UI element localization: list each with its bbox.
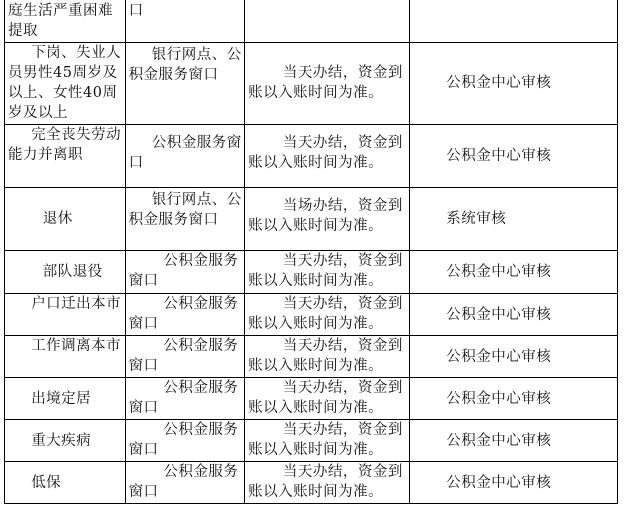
condition-cell xyxy=(5,125,126,188)
table-row xyxy=(5,125,618,188)
condition-text: 户口迁出本市 xyxy=(31,296,122,312)
review-text: 公积金中心审核 xyxy=(446,348,552,365)
condition-cell xyxy=(5,462,126,504)
time-text: 当场办结，资金到账以入账时间为准。 xyxy=(248,198,403,234)
channel-text: 公积金服务窗口 xyxy=(128,296,239,332)
time-cell xyxy=(245,378,410,420)
time-cell xyxy=(245,420,410,462)
condition-text: 重大疾病 xyxy=(31,432,92,449)
channel-text: 公积金服务窗口 xyxy=(128,422,239,458)
review-cell xyxy=(410,462,618,504)
channel-cell xyxy=(125,188,245,251)
table-row xyxy=(5,336,618,378)
review-text: 公积金中心审核 xyxy=(446,306,552,323)
condition-cell xyxy=(5,378,126,420)
withdrawal-table xyxy=(4,0,618,504)
condition-text: 出境定居 xyxy=(31,390,92,407)
time-text: 当天办结，资金到账以入账时间为准。 xyxy=(248,135,403,171)
review-cell xyxy=(410,336,618,378)
review-text: 公积金中心审核 xyxy=(446,148,552,164)
channel-cell xyxy=(125,43,245,125)
time-text: 当天办结，资金到账以入账时间为准。 xyxy=(248,65,403,101)
condition-text: 工作调离本市 xyxy=(31,338,122,354)
channel-text: 公积金服务窗口 xyxy=(128,135,242,171)
condition-text: 低保 xyxy=(31,474,62,491)
table-row xyxy=(5,43,618,125)
table-row xyxy=(5,294,618,336)
review-cell xyxy=(410,188,618,251)
condition-cell xyxy=(5,188,126,251)
channel-cell xyxy=(125,251,245,294)
table-row xyxy=(5,0,618,43)
channel-text: 银行网点、公积金服务窗口 xyxy=(128,47,242,83)
condition-text: 部队退役 xyxy=(42,264,103,280)
condition-cell xyxy=(5,420,126,462)
review-text: 公积金中心审核 xyxy=(446,390,552,407)
review-text: 公积金中心审核 xyxy=(446,75,552,91)
condition-cell xyxy=(5,0,126,43)
time-text: 当天办结，资金到账以入账时间为准。 xyxy=(248,296,403,332)
channel-cell xyxy=(125,125,245,188)
condition-text: 退休 xyxy=(42,211,73,227)
condition-text: 完全丧失劳动能力并离职 xyxy=(8,127,122,163)
review-cell xyxy=(410,420,618,462)
review-cell xyxy=(410,0,618,43)
review-cell xyxy=(410,294,618,336)
condition-text: 庭生活严重困难提取 xyxy=(8,3,113,39)
channel-text: 公积金服务窗口 xyxy=(128,338,239,374)
time-cell xyxy=(245,125,410,188)
review-cell xyxy=(410,125,618,188)
channel-text: 公积金服务窗口 xyxy=(128,380,239,416)
time-cell xyxy=(245,294,410,336)
channel-text: 口 xyxy=(128,3,144,19)
review-cell xyxy=(410,251,618,294)
channel-cell xyxy=(125,336,245,378)
time-cell xyxy=(245,462,410,504)
table-row xyxy=(5,420,618,462)
review-text: 公积金中心审核 xyxy=(446,432,552,449)
channel-cell xyxy=(125,420,245,462)
channel-cell xyxy=(125,294,245,336)
condition-cell xyxy=(5,294,126,336)
review-text: 系统审核 xyxy=(446,211,507,227)
condition-cell xyxy=(5,43,126,125)
channel-text: 银行网点、公积金服务窗口 xyxy=(128,192,242,228)
channel-cell xyxy=(125,0,245,43)
condition-cell xyxy=(5,251,126,294)
table-row xyxy=(5,251,618,294)
time-cell xyxy=(245,251,410,294)
table-row xyxy=(5,378,618,420)
time-cell xyxy=(245,43,410,125)
time-text: 当天办结，资金到账以入账时间为准。 xyxy=(248,253,403,289)
channel-text: 公积金服务窗口 xyxy=(128,253,239,289)
time-cell xyxy=(245,336,410,378)
time-cell xyxy=(245,188,410,251)
channel-cell xyxy=(125,378,245,420)
review-text: 公积金中心审核 xyxy=(446,474,552,491)
time-text: 当天办结，资金到账以入账时间为准。 xyxy=(248,338,403,374)
condition-cell xyxy=(5,336,126,378)
channel-text: 公积金服务窗口 xyxy=(128,464,239,500)
review-cell xyxy=(410,43,618,125)
time-text: 当天办结，资金到账以入账时间为准。 xyxy=(248,380,403,416)
review-cell xyxy=(410,378,618,420)
time-text: 当天办结，资金到账以入账时间为准。 xyxy=(248,464,403,500)
time-text: 当天办结，资金到账以入账时间为准。 xyxy=(248,422,403,458)
channel-cell xyxy=(125,462,245,504)
table-row xyxy=(5,462,618,504)
time-cell xyxy=(245,0,410,43)
review-text: 公积金中心审核 xyxy=(446,264,552,280)
condition-text: 下岗、失业人员男性45周岁及以上、女性40周岁及以上 xyxy=(8,45,122,121)
table-row xyxy=(5,188,618,251)
